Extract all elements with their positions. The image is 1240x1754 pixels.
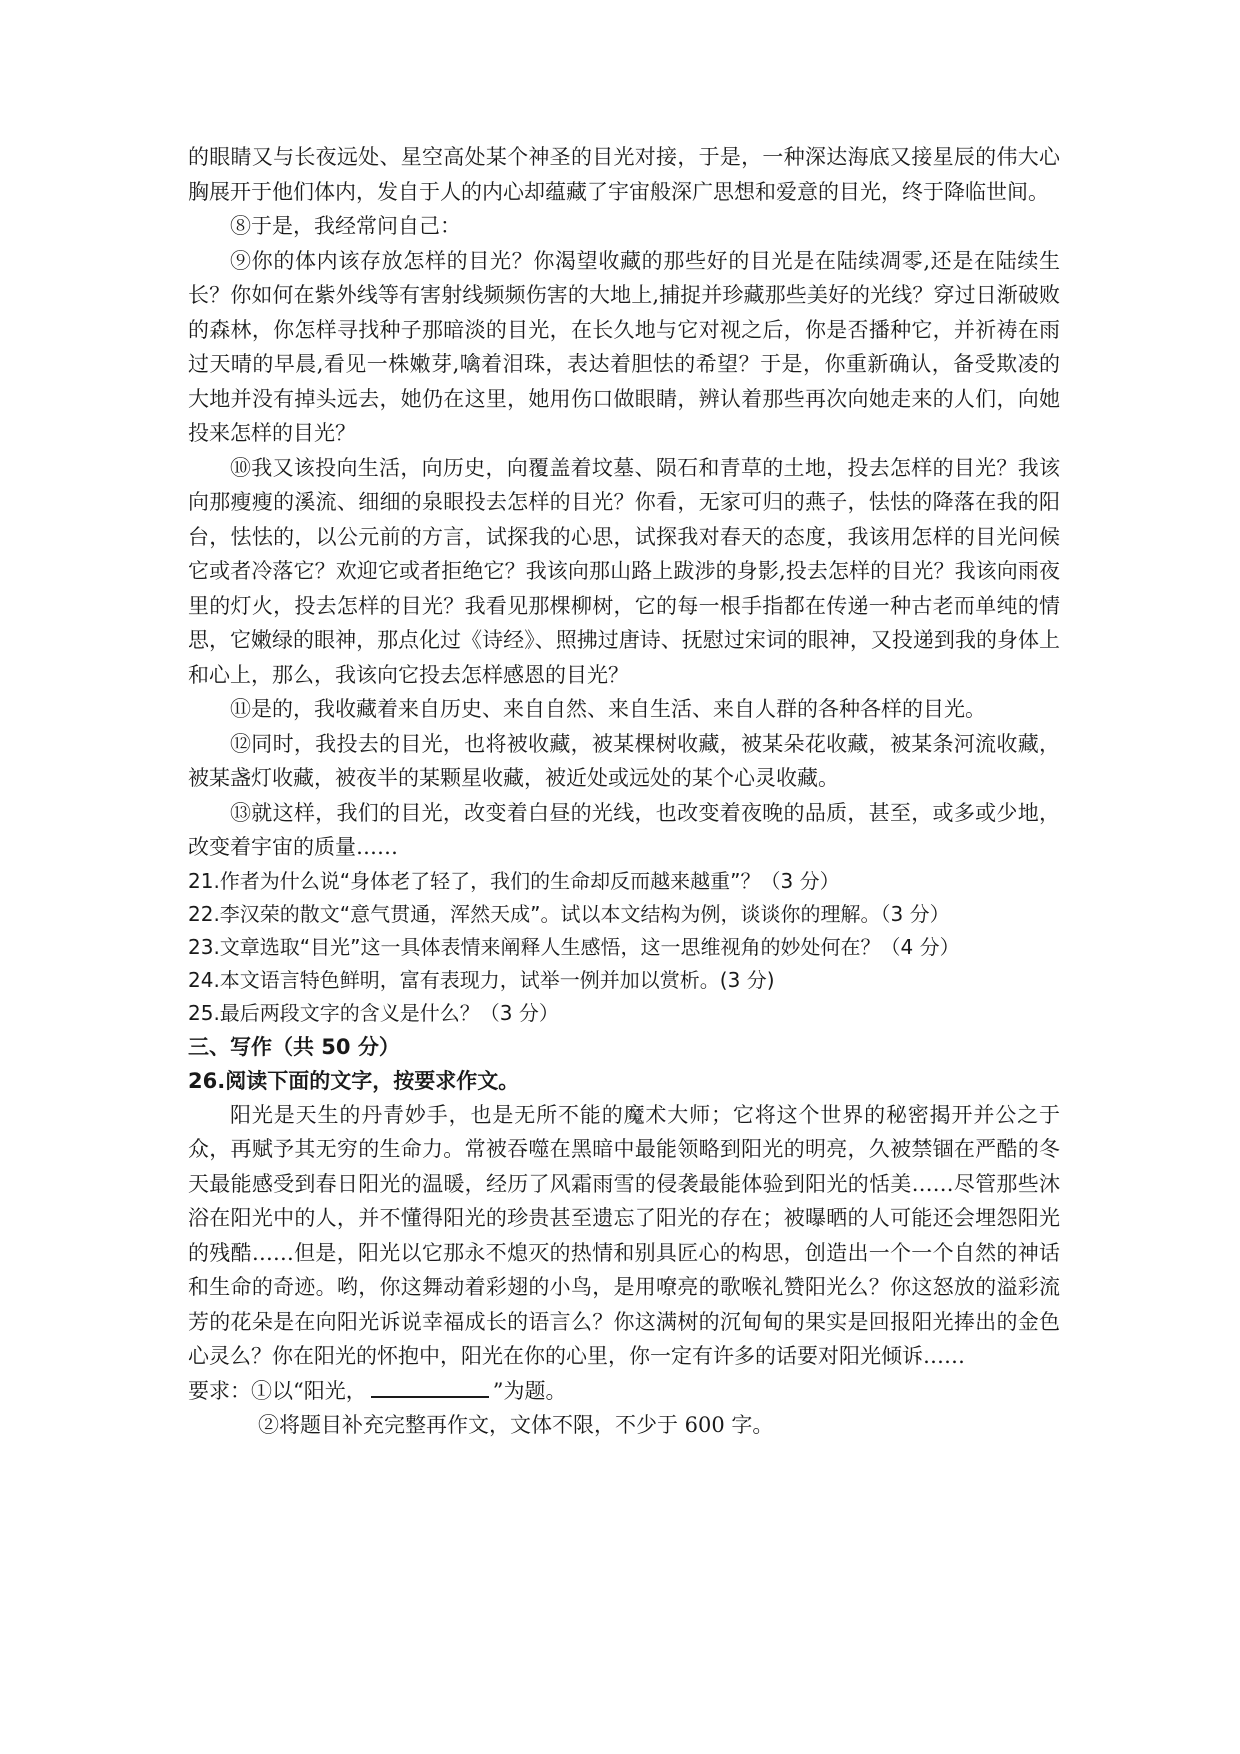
- requirement-1-after: ”为题。: [492, 1378, 567, 1403]
- passage-paragraph-9: ⑨你的体内该存放怎样的目光？你渴望收藏的那些好的目光是在陆续凋零,还是在陆续生长？你如何在紫外线等有害射线频频伤害的大地上,捕捉并珍藏那些美好的光线？穿过日渐破败的森林，你怎样寻找种子那暗淡的目光，在长久地与它对视之后，你是否播种它，并祈祷在雨过天晴的早晨,看见一株嫩芽,噙着泪珠，表达着胆怯的希望？于是，你重新确认，备受欺凌的大地并没有掉头远去，她仍在这里，她用伤口做眼睛，辨认着那些再次向她走来的人们，向她投来怎样的目光？: [188, 248, 1060, 445]
- question-22: 22.李汉荣的散文“意气贯通，浑然天成”。试以本文结构为例，谈谈你的理解。（3 分）: [188, 901, 950, 926]
- question-25: 25.最后两段文字的含义是什么？（3 分）: [188, 1000, 559, 1025]
- passage-paragraph-10: ⑩我又该投向生活，向历史，向覆盖着坟墓、陨石和青草的土地，投去怎样的目光？我该向那瘦瘦的溪流、细细的泉眼投去怎样的目光？你看，无家可归的燕子，怯怯的降落在我的阳台，怯怯的，以公元前的方言，试探我的心思，试探我对春天的态度，我该用怎样的目光问候它或者冷落它？欢迎它或者拒绝它？我该向那山路上跋涉的身影,投去怎样的目光？我该向雨夜里的灯火，投去怎样的目光？我看见那棵柳树，它的每一根手指都在传递一种古老而单纯的情思，它嫩绿的眼神，那点化过《诗经》、照拂过唐诗、抚慰过宋词的眼神，又投递到我的身体上和心上，那么，我该向它投去怎样感恩的目光？: [188, 455, 1060, 687]
- title-blank[interactable]: [371, 1376, 489, 1398]
- passage-paragraph-12: ⑫同时，我投去的目光，也将被收藏，被某棵树收藏，被某朵花收藏，被某条河流收藏，被某盏灯收藏，被夜半的某颗星收藏，被近处或远处的某个心灵收藏。: [188, 731, 1060, 790]
- writing-section-title: 三、写作（共 50 分）: [188, 1034, 400, 1059]
- question-23: 23.文章选取“目光”这一具体表情来阐释人生感悟，这一思维视角的妙处何在？（4 分）: [188, 934, 960, 959]
- exam-page: [188, 140, 1060, 1442]
- writing-requirement-1: [188, 1374, 1060, 1408]
- writing-prompt-title: 26.阅读下面的文字，按要求作文。: [188, 1068, 520, 1093]
- passage-paragraph-continued: 的眼睛又与长夜远处、星空高处某个神圣的目光对接，于是，一种深达海底又接星辰的伟大心胸展开于他们体内，发自于人的内心却蕴藏了宇宙般深广思想和爱意的目光，终于降临世间。: [188, 145, 1060, 204]
- writing-material: 阳光是天生的丹青妙手，也是无所不能的魔术大师；它将这个世界的秘密揭开并公之于众，再赋予其无穷的生命力。常被吞噬在黑暗中最能领略到阳光的明亮，久被禁锢在严酷的冬天最能感受到春日阳光的温暖，经历了风霜雨雪的侵袭最能体验到阳光的恬美……尽管那些沐浴在阳光中的人，并不懂得阳光的珍贵甚至遗忘了阳光的存在；被曝晒的人可能还会埋怨阳光的残酷……但是，阳光以它那永不熄灭的热情和别具匠心的构思，创造出一个一个自然的神话和生命的奇迹。哟，你这舞动着彩翅的小鸟，是用嘹亮的歌喉礼赞阳光么？你这怒放的溢彩流芳的花朵是在向阳光诉说幸福成长的语言么？你这满树的沉甸甸的果实是回报阳光捧出的金色心灵么？你在阳光的怀抱中，阳光在你的心里，你一定有许多的话要对阳光倾诉……: [188, 1102, 1060, 1368]
- passage-paragraph-13: ⑬就这样，我们的目光，改变着白昼的光线，也改变着夜晚的品质，甚至，或多或少地，改变着宇宙的质量……: [188, 800, 1060, 859]
- question-24: 24.本文语言特色鲜明，富有表现力，试举一例并加以赏析。(3 分): [188, 967, 775, 992]
- requirement-1-before: ①以“阳光，: [251, 1378, 367, 1403]
- requirement-label: 要求：: [188, 1378, 251, 1403]
- writing-requirement-2: ②将题目补充完整再作文，文体不限，不少于 600 字。: [258, 1412, 774, 1437]
- question-21: 21.作者为什么说“身体老了轻了，我们的生命却反而越来越重”？（3 分）: [188, 868, 840, 893]
- passage-paragraph-8: ⑧于是，我经常问自己：: [230, 214, 461, 238]
- passage-paragraph-11: ⑪是的，我收藏着来自历史、来自自然、来自生活、来自人群的各种各样的目光。: [230, 697, 986, 721]
